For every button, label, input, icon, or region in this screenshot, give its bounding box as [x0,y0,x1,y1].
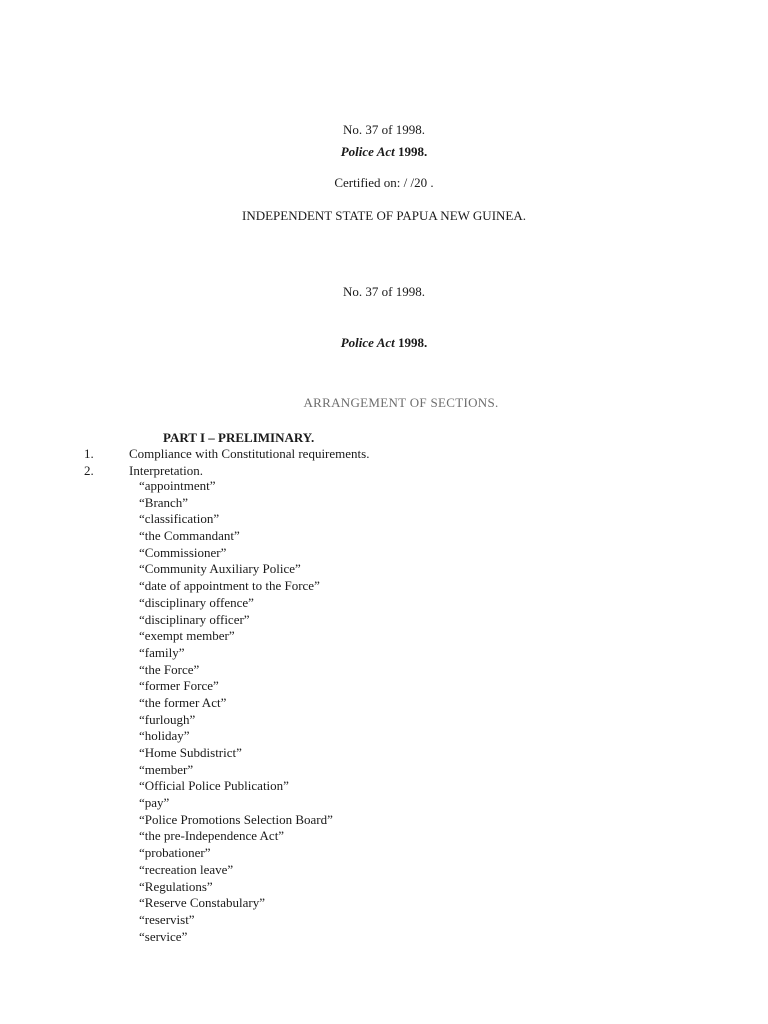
defined-term: “the pre-Independence Act” [139,828,285,844]
defined-term: “furlough” [139,711,196,727]
defined-term: “pay” [139,795,170,811]
defined-term: “Regulations” [139,878,213,894]
act-title-italic: Police Act [340,144,395,159]
defined-term: “holiday” [139,728,190,744]
defined-term: “Home Subdistrict” [139,745,242,760]
section-title: Interpretation. [129,463,203,478]
section-title: Compliance with Constitutional requirements. [129,446,370,461]
defined-term: “appointment” [139,478,216,493]
part-heading: PART I – PRELIMINARY. [163,430,315,445]
arrangement-heading: ARRANGEMENT OF SECTIONS. [303,395,499,410]
defined-terms-list [139,478,333,945]
section-number: 1. [84,446,94,461]
defined-term: “service” [139,928,188,944]
defined-term: “the Force” [139,661,200,677]
defined-term: “probationer” [139,845,211,861]
defined-term: “member” [139,761,194,777]
act-title [0,335,768,351]
act-number-title: No. 37 of 1998. [343,284,425,299]
defined-term: “Police Promotions Selection Board” [139,811,333,827]
defined-term: “disciplinary offence” [139,594,254,610]
defined-term: “classification” [139,511,220,527]
defined-term: “recreation leave” [139,861,234,877]
act-title-header [0,144,768,160]
act-year: 1998. [398,335,428,350]
defined-term: “exempt member” [139,628,235,644]
certified-line: Certified on: / /20 . [334,175,434,190]
state-name: INDEPENDENT STATE OF PAPUA NEW GUINEA. [241,208,526,223]
section-row [0,446,768,463]
defined-term: “the Commandant” [139,528,240,544]
defined-term: “Official Police Publication” [139,778,289,794]
defined-term: “family” [139,644,185,660]
defined-term: “Commissioner” [139,544,227,560]
defined-term: “Community Auxiliary Police” [139,561,301,577]
section-number: 2. [84,463,94,478]
act-year: 1998. [398,144,428,159]
defined-term: “Reserve Constabulary” [139,895,265,911]
defined-term: “disciplinary officer” [139,611,250,627]
defined-term: “date of appointment to the Force” [139,578,320,594]
defined-term: “the former Act” [139,694,227,710]
act-number-header: No. 37 of 1998. [343,122,425,137]
defined-term: “Branch” [139,494,189,510]
section-row [0,463,768,480]
defined-term: “reservist” [139,911,195,927]
defined-term: “former Force” [139,678,219,694]
act-title-italic: Police Act [340,335,395,350]
